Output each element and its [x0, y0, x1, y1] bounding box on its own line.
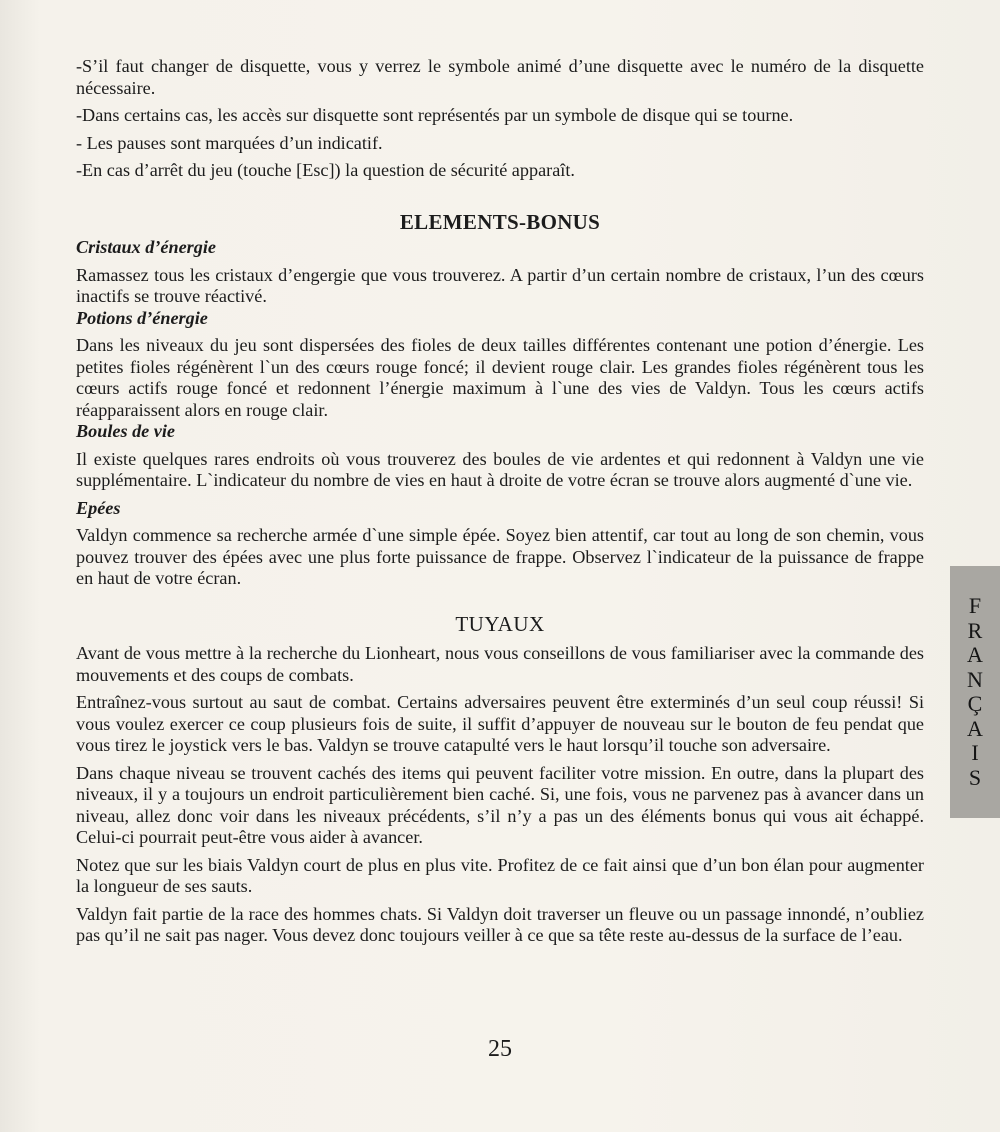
subheading-epees: Epées — [76, 497, 121, 518]
text-epees: Valdyn commence sa recherche armée d`une simple épée. Soyez bien attentif, car tout au long de son chemin, vous pouvez trouver des épées avec une plus forte puissance de frappe. Observez l`indicateur de la puissance de frappe en haut de votre écran. — [76, 525, 924, 588]
tab-letter: S — [968, 764, 982, 790]
intro-line-disk-access: -Dans certains cas, les accès sur disquette sont représentés par un symbole de disque qui se tourne. — [76, 105, 794, 125]
intro-line-pauses: - Les pauses sont marquées d’un indicatif. — [76, 132, 383, 153]
text-cristaux: Ramassez tous les cristaux d’engergie que vous trouverez. A partir d’un certain nombre de cristaux, l’un des cœurs inactifs se trouve réactivé. — [76, 264, 924, 306]
tab-letter: Ç — [967, 691, 983, 716]
tab-letter: A — [967, 715, 983, 741]
tab-letter: F — [968, 593, 982, 618]
subheading-potions: Potions d’énergie — [76, 307, 208, 328]
tab-letter: N — [967, 666, 983, 692]
tuyaux-paragraph: Entraînez-vous surtout au saut de combat. Certains adversaires peuvent être exterminés d’un seul coup réussi! Si vous voulez exercer ce coup plusieurs fois de suite, il suffit d’appuyer de nouveau sur le bouton de feu pendat que vous tirez le joystick vers le bas. Valdyn se trouve catapulté vers le haut lorsqu’il touche son adversaire. — [76, 692, 924, 755]
text-potions: Dans les niveaux du jeu sont dispersées des fioles de deux tailles différentes contenant une potion d’énergie. Les petites fioles régénèrent l`un des cœurs rouge foncé; il devient rouge clair. Les grandes fioles régénèrent tous les cœurs actifs rouge foncé et redonnent l’énergie maximum à l`une des vies de Valdyn. Tous les cœurs actifs réapparaissent alors en rouge clair. — [76, 335, 924, 420]
tuyaux-paragraph: Dans chaque niveau se trouvent cachés des items qui peuvent faciliter votre mission. En outre, dans la plupart des niveaux, il y a toujours un endroit particulièrement bien caché. Si, une fois, vous ne parvenez pas à avancer dans un niveau, allez donc voir dans les niveaux précédents, s’il n’y a pas un des éléments bonus qui vous ait échappé. Celui-ci pourrait peut-être vous aider à avancer. — [76, 762, 924, 847]
tab-letter: R — [967, 617, 983, 643]
text-boules: Il existe quelques rares endroits où vous trouverez des boules de vie ardentes et qui redonnent à Valdyn une vie supplémentaire. L`indicateur du nombre de vies en haut à droite de votre écran se trouve alors augmenté d`une vie. — [76, 448, 924, 490]
tab-letter: A — [967, 642, 983, 667]
subheading-cristaux: Cristaux d’énergie — [76, 237, 216, 257]
page-content — [76, 56, 924, 953]
page-number: 25 — [488, 1036, 512, 1062]
tuyaux-paragraph: Valdyn fait partie de la race des hommes chats. Si Valdyn doit traverser un fleuve ou un passage innondé, n’oubliez pas qu’il ne sait pas nager. Vous devez donc toujours veiller à ce que sa tête reste au-dessus de la surface de l’eau. — [76, 903, 924, 945]
intro-line-escape: -En cas d’arrêt du jeu (touche [Esc]) la question de sécurité apparaît. — [76, 160, 575, 180]
heading-tuyaux: TUYAUX — [455, 611, 545, 636]
tuyaux-paragraph: Notez que sur les biais Valdyn court de plus en plus vite. Profitez de ce fait ainsi que d’un bon élan pour augmenter la longueur de ses sauts. — [76, 854, 924, 896]
language-tab-francais — [950, 566, 1000, 818]
intro-line-disk-change: -S’il faut changer de disquette, vous y verrez le symbole animé d’une disquette avec le numéro de la disquette nécessaire. — [76, 56, 924, 98]
heading-elements-bonus: ELEMENTS-BONUS — [399, 209, 601, 234]
tab-letter: I — [971, 740, 979, 765]
tuyaux-paragraph: Avant de vous mettre à la recherche du Lionheart, nous vous conseillons de vous familiariser avec la commande des mouvements et des coups de combats. — [76, 643, 924, 685]
subheading-boules: Boules de vie — [76, 421, 176, 441]
